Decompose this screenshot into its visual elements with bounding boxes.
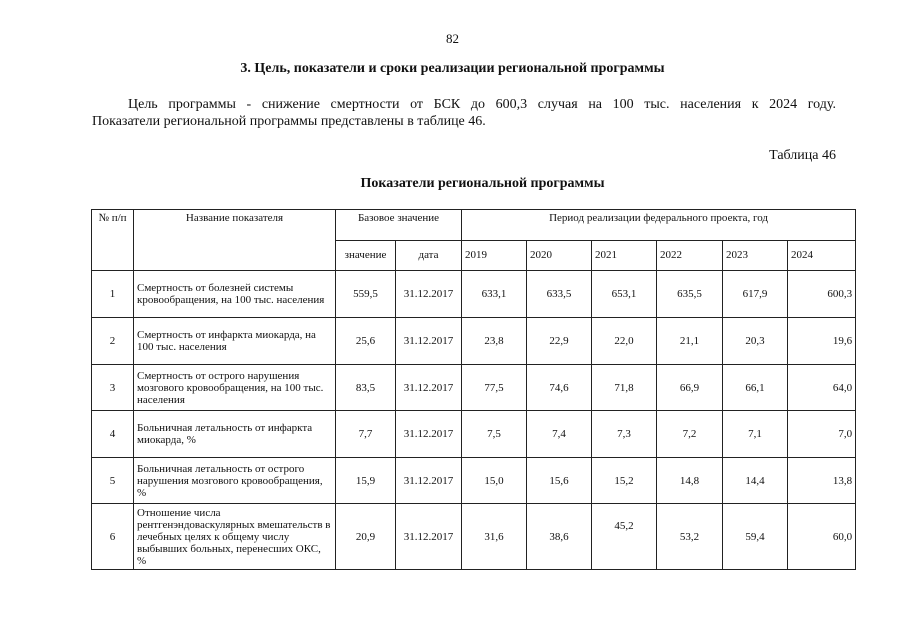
value-2019: 77,5 <box>462 365 527 411</box>
indicators-table <box>91 209 856 570</box>
value-2024: 13,8 <box>788 458 856 504</box>
base-value: 20,9 <box>336 504 396 570</box>
base-date: 31.12.2017 <box>396 318 462 365</box>
value-2024: 600,3 <box>788 271 856 318</box>
value-2023: 14,4 <box>723 458 788 504</box>
value-2020: 74,6 <box>527 365 592 411</box>
section-title: 3. Цель, показатели и сроки реализации региональной программы <box>240 61 665 76</box>
row-num: 2 <box>92 318 134 365</box>
table-label: Таблица 46 <box>769 148 836 163</box>
base-value: 559,5 <box>336 271 396 318</box>
intro-paragraph <box>92 96 836 130</box>
indicator-name: Больничная летальность от инфаркта миокарда, % <box>134 411 336 458</box>
row-num: 3 <box>92 365 134 411</box>
indicator-name: Смертность от острого нарушения мозгового кровообращения, на 100 тыс. населения <box>134 365 336 411</box>
base-value: 15,9 <box>336 458 396 504</box>
header-date: дата <box>396 240 462 271</box>
value-2023: 59,4 <box>723 504 788 570</box>
table-row <box>92 458 856 504</box>
table-row <box>92 504 856 570</box>
header-row-1 <box>92 210 856 241</box>
row-num: 4 <box>92 411 134 458</box>
header-year-2020: 2020 <box>527 240 592 271</box>
table-title: Показатели региональной программы <box>360 176 605 191</box>
intro-line-1: Цель программы - снижение смертности от БСК до 600,3 случая на 100 тыс. населения к 2024 году. <box>128 97 836 112</box>
value-2023: 20,3 <box>723 318 788 365</box>
value-2021: 7,3 <box>592 411 657 458</box>
value-2020: 633,5 <box>527 271 592 318</box>
base-value: 25,6 <box>336 318 396 365</box>
intro-line-2: Показатели региональной программы представлены в таблице 46. <box>92 114 486 129</box>
header-year-2023: 2023 <box>723 240 788 271</box>
header-period: Период реализации федерального проекта, год <box>462 210 856 241</box>
value-2019: 23,8 <box>462 318 527 365</box>
value-2020: 15,6 <box>527 458 592 504</box>
base-value: 7,7 <box>336 411 396 458</box>
header-num: № п/п <box>92 210 134 271</box>
indicator-name: Смертность от болезней системы кровообращения, на 100 тыс. населения <box>134 271 336 318</box>
value-2023: 7,1 <box>723 411 788 458</box>
value-2019: 7,5 <box>462 411 527 458</box>
value-2019: 15,0 <box>462 458 527 504</box>
row-num: 6 <box>92 504 134 570</box>
value-2024: 19,6 <box>788 318 856 365</box>
value-2019: 31,6 <box>462 504 527 570</box>
value-2022: 21,1 <box>657 318 723 365</box>
value-2024: 64,0 <box>788 365 856 411</box>
indicator-name: Смертность от инфаркта миокарда, на 100 тыс. населения <box>134 318 336 365</box>
indicator-name: Отношение числа рентгенэндоваскулярных вмешательств в лечебных целях к общему числу выбывших больных, перенесших ОКС, % <box>134 504 336 570</box>
row-num: 5 <box>92 458 134 504</box>
table-row <box>92 365 856 411</box>
value-2023: 66,1 <box>723 365 788 411</box>
header-base: Базовое значение <box>336 210 462 241</box>
page-number: 82 <box>446 31 459 46</box>
table-row <box>92 318 856 365</box>
value-2024: 60,0 <box>788 504 856 570</box>
value-2021: 71,8 <box>592 365 657 411</box>
base-date: 31.12.2017 <box>396 504 462 570</box>
value-2021: 22,0 <box>592 318 657 365</box>
base-date: 31.12.2017 <box>396 271 462 318</box>
value-2024: 7,0 <box>788 411 856 458</box>
value-2022: 7,2 <box>657 411 723 458</box>
indicator-name: Больничная летальность от острого нарушения мозгового кровообращения, % <box>134 458 336 504</box>
value-2022: 14,8 <box>657 458 723 504</box>
value-2021: 653,1 <box>592 271 657 318</box>
value-2022: 635,5 <box>657 271 723 318</box>
header-year-2019: 2019 <box>462 240 527 271</box>
value-2022: 53,2 <box>657 504 723 570</box>
base-date: 31.12.2017 <box>396 365 462 411</box>
value-2020: 38,6 <box>527 504 592 570</box>
value-2022: 66,9 <box>657 365 723 411</box>
value-2021: 15,2 <box>592 458 657 504</box>
value-2021: 45,2 <box>592 504 657 570</box>
header-year-2021: 2021 <box>592 240 657 271</box>
value-2020: 7,4 <box>527 411 592 458</box>
base-date: 31.12.2017 <box>396 458 462 504</box>
header-name: Название показателя <box>134 210 336 271</box>
base-date: 31.12.2017 <box>396 411 462 458</box>
header-value: значение <box>336 240 396 271</box>
value-2019: 633,1 <box>462 271 527 318</box>
table-row <box>92 271 856 318</box>
table-row <box>92 411 856 458</box>
value-2023: 617,9 <box>723 271 788 318</box>
header-year-2022: 2022 <box>657 240 723 271</box>
row-num: 1 <box>92 271 134 318</box>
value-2020: 22,9 <box>527 318 592 365</box>
base-value: 83,5 <box>336 365 396 411</box>
header-year-2024: 2024 <box>788 240 856 271</box>
